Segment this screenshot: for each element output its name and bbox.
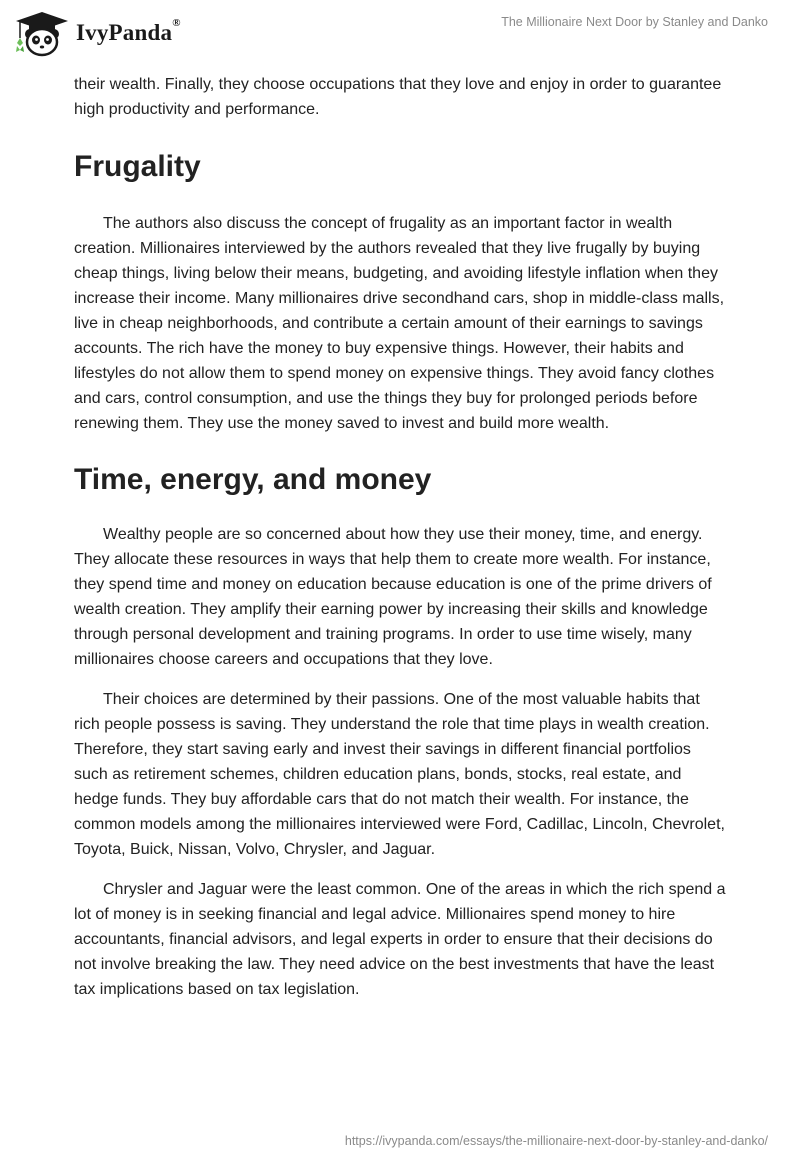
- registered-mark: ®: [172, 17, 181, 29]
- time-energy-paragraph-2: Their choices are determined by their passions. One of the most valuable habits that rich people possess is saving. They understand the role that time plays in wealth creation. Therefore, they start saving early and invest their savings in different financial portfolios such as retirement schemes, children education plans, bonds, stocks, real estate, and hedge funds. They buy affordable cars that do not match their wealth. For instance, the common models among the millionaires interviewed were Ford, Cadillac, Lincoln, Chevrolet, Toyota, Buick, Nissan, Volvo, Chrysler, and Jaguar.: [74, 691, 725, 858]
- brand-name: IvyPanda®: [76, 17, 181, 45]
- time-energy-paragraph-1: Wealthy people are so concerned about how they use their money, time, and energy. They allocate these resources in ways that help them to create more wealth. For instance, they spend time and money on education because education is one of the prime drivers of wealth creation. They amplify their earning power by increasing their skills and knowledge through personal development and training programs. In order to use time wisely, many millionaires choose careers and occupations that they love.: [74, 526, 712, 668]
- section-heading-frugality: Frugality: [74, 150, 201, 183]
- panda-graduate-icon: [14, 8, 70, 58]
- frugality-paragraph: The authors also discuss the concept of frugality as an important factor in wealth creation. Millionaires interviewed by the authors revealed that they live frugally by buying cheap things, living below their means, budgeting, and avoiding lifestyle inflation when they increase their income. Many millionaires drive secondhand cars, shop in middle-class malls, live in cheap neighborhoods, and contribute a certain amount of their earnings to savings accounts. The rich have the money to buy expensive things. However, their habits and lifestyles do not allow them to spend money on expensive things. They avoid fancy clothes and cars, control consumption, and use the things they buy for prolonged periods before renewing them. They use the money saved to invest and build more wealth.: [74, 215, 725, 432]
- document-title: The Millionaire Next Door by Stanley and Danko: [501, 15, 768, 29]
- source-url[interactable]: https://ivypanda.com/essays/the-millionaire-next-door-by-stanley-and-danko/: [344, 1134, 768, 1148]
- ivypanda-logo[interactable]: [14, 8, 181, 58]
- article-body: [74, 72, 726, 1002]
- time-energy-paragraph-3: Chrysler and Jaguar were the least common. One of the areas in which the rich spend a lot of money is in seeking financial and legal advice. Millionaires spend money to hire accountants, financial advisors, and legal experts in order to ensure that their decisions do not involve breaking the law. They need advice on the best investments that have the least tax implications based on tax legislation.: [74, 881, 726, 998]
- intro-fragment-paragraph: their wealth. Finally, they choose occupations that they love and enjoy in order to guarantee high productivity and performance.: [74, 76, 722, 118]
- section-heading-time-energy-money: Time, energy, and money: [74, 463, 432, 496]
